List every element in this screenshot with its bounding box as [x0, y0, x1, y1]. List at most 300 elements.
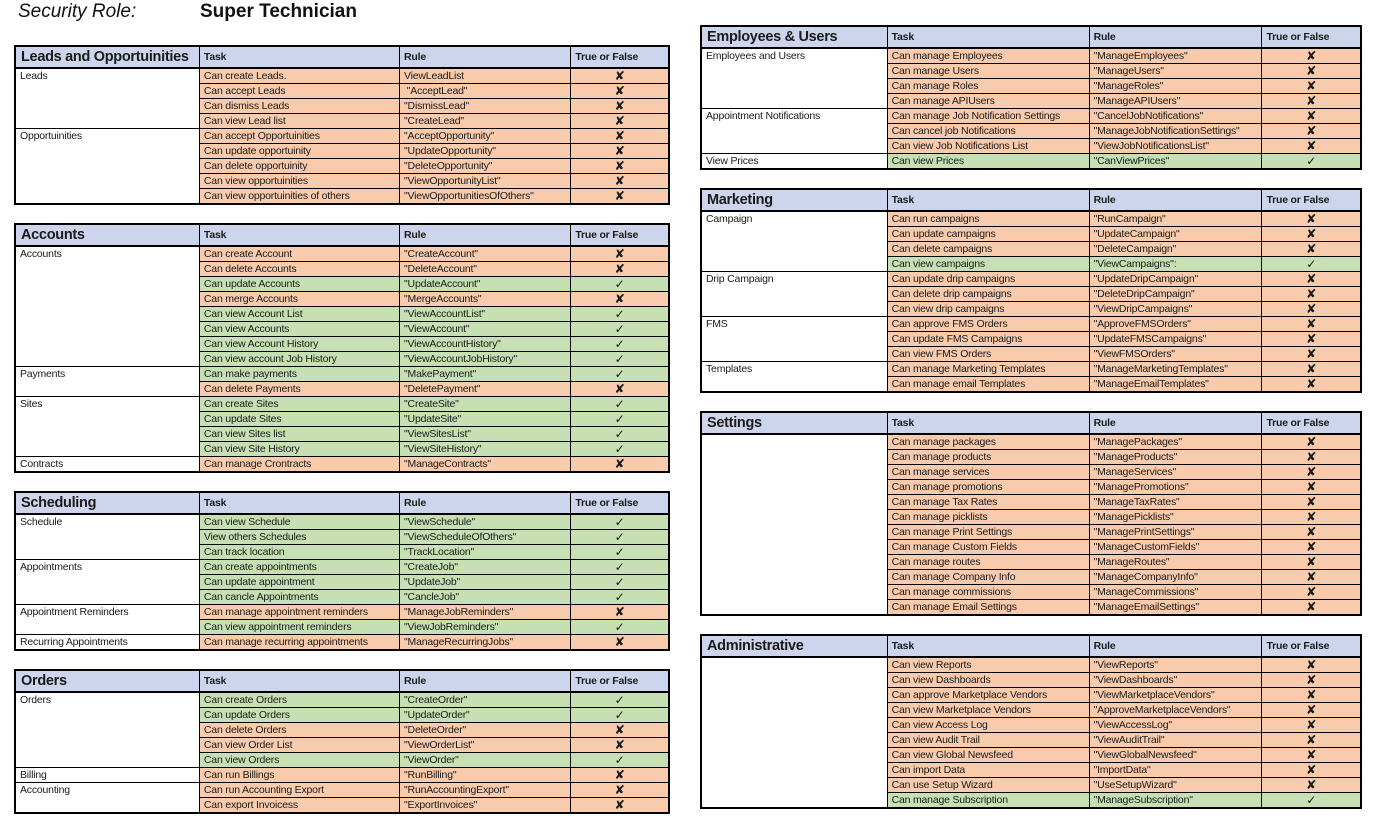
cross-icon: ✘ [1262, 480, 1361, 495]
rule-cell: "ViewJobNotificationsList" [1089, 139, 1262, 154]
task-cell: Can run Billings [199, 768, 399, 783]
table-row [15, 635, 669, 651]
task-column-header: Task [199, 46, 399, 68]
section-table-accounts [14, 223, 670, 473]
task-cell: Can manage Users [887, 64, 1089, 79]
rule-cell: "DeletePayment" [400, 382, 571, 397]
rule-cell: "DismissLead" [400, 99, 571, 114]
cross-icon: ✘ [571, 457, 669, 473]
task-cell: Can create Account [199, 246, 399, 262]
cross-icon: ✘ [1262, 778, 1361, 793]
rule-cell: "ManageContracts" [400, 457, 571, 473]
cross-icon: ✘ [1262, 434, 1361, 450]
task-column-header: Task [887, 189, 1089, 211]
cross-icon: ✘ [571, 738, 669, 753]
rule-cell: "ViewGlobalNewsfeed" [1089, 748, 1262, 763]
task-cell: Can manage email Templates [887, 377, 1089, 393]
task-cell: Can manage promotions [887, 480, 1089, 495]
task-cell: Can merge Accounts [199, 292, 399, 307]
task-cell: Can delete Accounts [199, 262, 399, 277]
task-cell: Can manage picklists [887, 510, 1089, 525]
task-cell: Can manage Print Settings [887, 525, 1089, 540]
task-cell: Can delete Payments [199, 382, 399, 397]
rule-cell: "UseSetupWizard" [1089, 778, 1262, 793]
task-cell: Can accept Opportuinities [199, 129, 399, 144]
section-title: Marketing [701, 189, 887, 211]
rule-cell: "AcceptOpportunity" [400, 129, 571, 144]
cross-icon: ✘ [1262, 317, 1361, 332]
rule-cell: "UpdateCampaign" [1089, 227, 1262, 242]
task-cell: Can view drip campaigns [887, 302, 1089, 317]
cross-icon: ✘ [571, 292, 669, 307]
table-row [15, 692, 669, 708]
task-cell: Can accept Leads [199, 84, 399, 99]
header-row [701, 635, 1361, 657]
rule-cell: "ManageRoles" [1089, 79, 1262, 94]
table-row [701, 109, 1361, 124]
category-cell-appointment-notifications: Appointment Notifications [701, 109, 887, 154]
rule-cell: "ViewOrder" [400, 753, 571, 768]
section-table-settings [700, 411, 1362, 616]
rule-cell: "AcceptLead" [400, 84, 571, 99]
table-row [701, 211, 1361, 227]
rule-cell: "TrackLocation" [400, 545, 571, 560]
section-table-employees-users [700, 25, 1362, 170]
task-cell: Can view Prices [887, 154, 1089, 170]
check-icon: ✓ [571, 427, 669, 442]
category-cell-fms: FMS [701, 317, 887, 362]
task-cell: Can manage appointment reminders [199, 605, 399, 620]
true-or-false-column-header: True or False [1262, 412, 1361, 434]
rule-cell: "ViewReports" [1089, 657, 1262, 673]
cross-icon: ✘ [1262, 48, 1361, 64]
category-cell-templates: Templates [701, 362, 887, 393]
cross-icon: ✘ [1262, 465, 1361, 480]
cross-icon: ✘ [1262, 79, 1361, 94]
task-cell: Can view Access Log [887, 718, 1089, 733]
cross-icon: ✘ [1262, 703, 1361, 718]
task-cell: Can manage routes [887, 555, 1089, 570]
task-cell: Can manage Email Settings [887, 600, 1089, 616]
cross-icon: ✘ [1262, 570, 1361, 585]
rule-cell: "ApproveFMSOrders" [1089, 317, 1262, 332]
task-cell: Can update campaigns [887, 227, 1089, 242]
rule-cell: "ManagePrintSettings" [1089, 525, 1262, 540]
cross-icon: ✘ [1262, 525, 1361, 540]
task-cell: Can update drip campaigns [887, 272, 1089, 287]
cross-icon: ✘ [571, 189, 669, 205]
check-icon: ✓ [571, 620, 669, 635]
cross-icon: ✘ [1262, 600, 1361, 616]
rule-cell: "RunBilling" [400, 768, 571, 783]
category-cell-blank [701, 657, 887, 808]
task-cell: Can view Accounts [199, 322, 399, 337]
rule-cell: "ManageCommissions" [1089, 585, 1262, 600]
table-row [15, 129, 669, 144]
cross-icon: ✘ [1262, 272, 1361, 287]
cross-icon: ✘ [1262, 540, 1361, 555]
section-table-administrative [700, 634, 1362, 809]
category-cell-recurring-appointments: Recurring Appointments [15, 635, 199, 651]
cross-icon: ✘ [571, 159, 669, 174]
task-cell: Can view account Job History [199, 352, 399, 367]
rule-cell: "ViewSiteHistory" [400, 442, 571, 457]
task-cell: Can view FMS Orders [887, 347, 1089, 362]
section-title: Leads and Opportuinities [15, 46, 199, 68]
cross-icon: ✘ [1262, 242, 1361, 257]
task-cell: Can view Reports [887, 657, 1089, 673]
task-cell: Can manage Marketing Templates [887, 362, 1089, 377]
task-cell: Can approve FMS Orders [887, 317, 1089, 332]
cross-icon: ✘ [1262, 64, 1361, 79]
rule-cell: "ManagePackages" [1089, 434, 1262, 450]
cross-icon: ✘ [1262, 585, 1361, 600]
task-cell: Can view Order List [199, 738, 399, 753]
rule-column-header: Rule [1089, 26, 1262, 48]
cross-icon: ✘ [571, 635, 669, 651]
rule-cell: "ManageServices" [1089, 465, 1262, 480]
table-row [701, 362, 1361, 377]
task-cell: Can run Accounting Export [199, 783, 399, 798]
task-cell: Can manage Company Info [887, 570, 1089, 585]
cross-icon: ✘ [571, 68, 669, 84]
rule-cell: "ManageRecurringJobs" [400, 635, 571, 651]
cross-icon: ✘ [1262, 763, 1361, 778]
task-cell: Can view Sites list [199, 427, 399, 442]
cross-icon: ✘ [571, 798, 669, 814]
cross-icon: ✘ [1262, 718, 1361, 733]
rule-cell: "CancelJobNotifications" [1089, 109, 1262, 124]
true-or-false-column-header: True or False [1262, 635, 1361, 657]
table-row [701, 154, 1361, 170]
task-cell: Can update Accounts [199, 277, 399, 292]
category-cell-sites: Sites [15, 397, 199, 457]
cross-icon: ✘ [1262, 377, 1361, 393]
category-cell-appointment-reminders: Appointment Reminders [15, 605, 199, 635]
table-row [701, 48, 1361, 64]
rule-cell: "CreateAccount" [400, 246, 571, 262]
rule-cell: "ManageSubscription" [1089, 793, 1262, 809]
header-row [15, 492, 669, 514]
section-table-marketing [700, 188, 1362, 393]
task-cell: Can view Site History [199, 442, 399, 457]
task-column-header: Task [199, 492, 399, 514]
task-cell: Can update Orders [199, 708, 399, 723]
category-cell-leads: Leads [15, 68, 199, 129]
rule-column-header: Rule [400, 492, 571, 514]
task-cell: Can delete opportuinity [199, 159, 399, 174]
task-cell: Can run campaigns [887, 211, 1089, 227]
task-cell: Can delete drip campaigns [887, 287, 1089, 302]
rule-cell: "ViewSchedule" [400, 514, 571, 530]
table-row [15, 246, 669, 262]
category-cell-view-prices: View Prices [701, 154, 887, 170]
cross-icon: ✘ [571, 723, 669, 738]
rule-cell: "ViewAccessLog" [1089, 718, 1262, 733]
header-row [15, 670, 669, 692]
section-title: Orders [15, 670, 199, 692]
task-cell: Can manage Subscription [887, 793, 1089, 809]
cross-icon: ✘ [571, 144, 669, 159]
task-cell: Can view opportuinities [199, 174, 399, 189]
cross-icon: ✘ [1262, 362, 1361, 377]
task-cell: Can view Audit Trail [887, 733, 1089, 748]
rule-cell: "ManageCustomFields" [1089, 540, 1262, 555]
task-column-header: Task [199, 224, 399, 246]
table-row [15, 783, 669, 798]
rule-cell: "ManageTaxRates" [1089, 495, 1262, 510]
rule-cell: "UpdateFMSCampaigns" [1089, 332, 1262, 347]
rule-cell: "UpdateDripCampaign" [1089, 272, 1262, 287]
task-cell: Can update FMS Campaigns [887, 332, 1089, 347]
header-row [15, 46, 669, 68]
header-row [701, 26, 1361, 48]
rule-cell: "CreateLead" [400, 114, 571, 129]
rule-cell: "ManageEmailTemplates" [1089, 377, 1262, 393]
rule-cell: "ViewAccount" [400, 322, 571, 337]
check-icon: ✓ [1262, 257, 1361, 272]
left-table-column [14, 45, 670, 832]
rule-cell: "UpdateAccount" [400, 277, 571, 292]
cross-icon: ✘ [1262, 657, 1361, 673]
rule-column-header: Rule [400, 46, 571, 68]
task-cell: Can view Schedule [199, 514, 399, 530]
rule-cell: "ManageEmailSettings" [1089, 600, 1262, 616]
rule-cell: "ManageJobNotificationSettings" [1089, 124, 1262, 139]
category-cell-employees-and-users: Employees and Users [701, 48, 887, 109]
cross-icon: ✘ [571, 783, 669, 798]
cross-icon: ✘ [1262, 510, 1361, 525]
cross-icon: ✘ [571, 605, 669, 620]
rule-cell: "ManageMarketingTemplates" [1089, 362, 1262, 377]
check-icon: ✓ [571, 753, 669, 768]
rule-cell: "ManageAPIUsers" [1089, 94, 1262, 109]
task-cell: Can make payments [199, 367, 399, 382]
rule-cell: "ManageUsers" [1089, 64, 1262, 79]
category-cell-opportuinities: Opportuinities [15, 129, 199, 205]
task-cell: Can view Marketplace Vendors [887, 703, 1089, 718]
rule-cell: "ViewAccountJobHistory" [400, 352, 571, 367]
rule-column-header: Rule [400, 670, 571, 692]
task-column-header: Task [887, 412, 1089, 434]
check-icon: ✓ [571, 307, 669, 322]
section-title: Scheduling [15, 492, 199, 514]
rule-cell: "UpdateOpportunity" [400, 144, 571, 159]
security-role-label: Security Role: [18, 1, 137, 22]
category-cell-drip-campaign: Drip Campaign [701, 272, 887, 317]
rule-cell: "ManagePromotions" [1089, 480, 1262, 495]
rule-cell: "RunAccountingExport" [400, 783, 571, 798]
task-cell: Can manage products [887, 450, 1089, 465]
category-cell-contracts: Contracts [15, 457, 199, 473]
rule-cell: "ViewJobReminders" [400, 620, 571, 635]
section-table-leads-and-opportuinities [14, 45, 670, 205]
rule-cell: "UpdateSite" [400, 412, 571, 427]
true-or-false-column-header: True or False [571, 670, 669, 692]
rule-cell: "ViewDripCampaigns" [1089, 302, 1262, 317]
cross-icon: ✘ [1262, 94, 1361, 109]
check-icon: ✓ [571, 337, 669, 352]
category-cell-orders: Orders [15, 692, 199, 768]
task-cell: Can view Account History [199, 337, 399, 352]
rule-cell: "ViewScheduleOfOthers" [400, 530, 571, 545]
cross-icon: ✘ [1262, 733, 1361, 748]
task-cell: Can approve Marketplace Vendors [887, 688, 1089, 703]
table-row [15, 68, 669, 84]
category-cell-billing: Billing [15, 768, 199, 783]
table-row [701, 657, 1361, 673]
check-icon: ✓ [571, 514, 669, 530]
rule-cell: "ViewDashboards" [1089, 673, 1262, 688]
rule-column-header: Rule [1089, 412, 1262, 434]
security-role-value: Super Technician [200, 1, 357, 22]
rule-cell: "DeleteCampaign" [1089, 242, 1262, 257]
rule-cell: "ViewFMSOrders" [1089, 347, 1262, 362]
rule-cell: "ViewAuditTrail" [1089, 733, 1262, 748]
task-cell: View others Schedules [199, 530, 399, 545]
table-row [701, 317, 1361, 332]
section-table-orders [14, 669, 670, 814]
task-cell: Can manage Job Notification Settings [887, 109, 1089, 124]
cross-icon: ✘ [571, 114, 669, 129]
task-cell: Can manage Tax Rates [887, 495, 1089, 510]
task-cell: Can delete campaigns [887, 242, 1089, 257]
cross-icon: ✘ [1262, 673, 1361, 688]
task-cell: Can create Orders [199, 692, 399, 708]
rule-cell: ViewLeadList [400, 68, 571, 84]
rule-cell: "UpdateOrder" [400, 708, 571, 723]
task-cell: Can update opportuinity [199, 144, 399, 159]
check-icon: ✓ [571, 277, 669, 292]
task-cell: Can create appointments [199, 560, 399, 575]
check-icon: ✓ [571, 412, 669, 427]
task-cell: Can manage Roles [887, 79, 1089, 94]
rule-cell: "DeleteAccount" [400, 262, 571, 277]
rule-cell: "ManageProducts" [1089, 450, 1262, 465]
cross-icon: ✘ [1262, 347, 1361, 362]
cross-icon: ✘ [571, 262, 669, 277]
check-icon: ✓ [1262, 154, 1361, 170]
check-icon: ✓ [571, 708, 669, 723]
cross-icon: ✘ [1262, 748, 1361, 763]
rule-cell: "ManageRoutes" [1089, 555, 1262, 570]
task-cell: Can view Global Newsfeed [887, 748, 1089, 763]
category-cell-schedule: Schedule [15, 514, 199, 560]
cross-icon: ✘ [571, 382, 669, 397]
category-cell-appointments: Appointments [15, 560, 199, 605]
cross-icon: ✘ [1262, 555, 1361, 570]
table-row [15, 367, 669, 382]
task-cell: Can view campaigns [887, 257, 1089, 272]
rule-cell: "DeleteOpportunity" [400, 159, 571, 174]
cross-icon: ✘ [1262, 332, 1361, 347]
rule-cell: "ManageJobReminders" [400, 605, 571, 620]
cross-icon: ✘ [1262, 302, 1361, 317]
cross-icon: ✘ [1262, 211, 1361, 227]
true-or-false-column-header: True or False [571, 224, 669, 246]
table-row [15, 514, 669, 530]
task-cell: Can manage services [887, 465, 1089, 480]
task-cell: Can view opportuinities of others [199, 189, 399, 205]
cross-icon: ✘ [571, 129, 669, 144]
cross-icon: ✘ [571, 84, 669, 99]
rule-cell: "ImportData" [1089, 763, 1262, 778]
rule-cell: "MakePayment" [400, 367, 571, 382]
check-icon: ✓ [571, 397, 669, 412]
rule-cell: "ManagePicklists" [1089, 510, 1262, 525]
rule-cell: "ManageCompanyInfo" [1089, 570, 1262, 585]
check-icon: ✓ [571, 442, 669, 457]
task-cell: Can manage Employees [887, 48, 1089, 64]
rule-cell: "ApproveMarketplaceVendors" [1089, 703, 1262, 718]
task-cell: Can manage recurring appointments [199, 635, 399, 651]
task-cell: Can dismiss Leads [199, 99, 399, 114]
header-row [701, 412, 1361, 434]
task-cell: Can manage APIUsers [887, 94, 1089, 109]
table-row [701, 434, 1361, 450]
task-cell: Can view Account List [199, 307, 399, 322]
category-cell-accounting: Accounting [15, 783, 199, 814]
rule-column-header: Rule [1089, 635, 1262, 657]
task-cell: Can create Leads. [199, 68, 399, 84]
rule-cell: "UpdateJob" [400, 575, 571, 590]
true-or-false-column-header: True or False [1262, 189, 1361, 211]
rule-cell: "CanViewPrices" [1089, 154, 1262, 170]
rule-column-header: Rule [1089, 189, 1262, 211]
right-table-column [700, 25, 1362, 827]
task-cell: Can export Invoicess [199, 798, 399, 814]
true-or-false-column-header: True or False [1262, 26, 1361, 48]
check-icon: ✓ [571, 590, 669, 605]
rule-cell: "ExportInvoices" [400, 798, 571, 814]
category-cell-payments: Payments [15, 367, 199, 397]
section-title: Employees & Users [701, 26, 887, 48]
check-icon: ✓ [571, 575, 669, 590]
rule-cell: "ManageEmployees" [1089, 48, 1262, 64]
rule-cell: "CreateOrder" [400, 692, 571, 708]
task-cell: Can cancel job Notifications [887, 124, 1089, 139]
task-cell: Can create Sites [199, 397, 399, 412]
task-cell: Can view appointment reminders [199, 620, 399, 635]
rule-cell: "ViewCampaigns": [1089, 257, 1262, 272]
task-cell: Can cancle Appointments [199, 590, 399, 605]
table-row [15, 560, 669, 575]
cross-icon: ✘ [1262, 495, 1361, 510]
rule-cell: "ViewOpportunitiesOfOthers" [400, 189, 571, 205]
task-cell: Can view Orders [199, 753, 399, 768]
cross-icon: ✘ [1262, 688, 1361, 703]
table-row [15, 457, 669, 473]
task-cell: Can manage Custom Fields [887, 540, 1089, 555]
table-row [15, 768, 669, 783]
task-cell: Can view Lead list [199, 114, 399, 129]
check-icon: ✓ [571, 322, 669, 337]
task-cell: Can update Sites [199, 412, 399, 427]
cross-icon: ✘ [1262, 109, 1361, 124]
rule-cell: "RunCampaign" [1089, 211, 1262, 227]
true-or-false-column-header: True or False [571, 46, 669, 68]
task-column-header: Task [887, 635, 1089, 657]
section-title: Accounts [15, 224, 199, 246]
category-cell-accounts: Accounts [15, 246, 199, 367]
header-row [701, 189, 1361, 211]
table-row [15, 605, 669, 620]
task-cell: Can view Dashboards [887, 673, 1089, 688]
rule-cell: "CreateSite" [400, 397, 571, 412]
cross-icon: ✘ [571, 174, 669, 189]
rule-cell: "DeleteDripCampaign" [1089, 287, 1262, 302]
rule-cell: "ViewSitesList" [400, 427, 571, 442]
